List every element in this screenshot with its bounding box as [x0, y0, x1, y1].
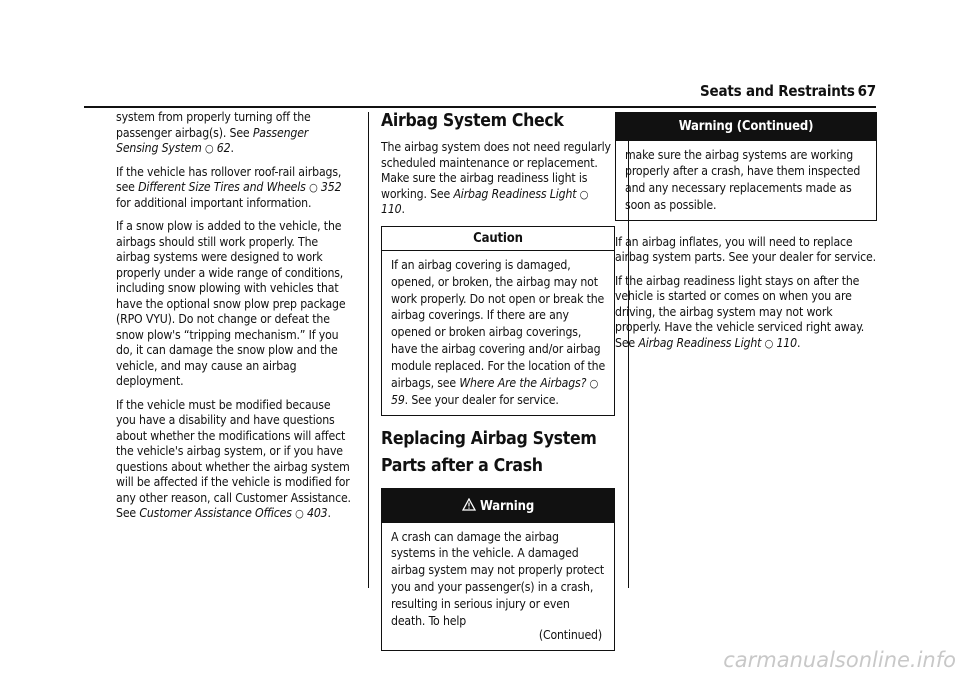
cross-reference-link[interactable]: Different Size Tires and Wheels: [138, 180, 306, 194]
continued-label: (Continued): [538, 628, 602, 643]
page-reference: 110: [381, 202, 402, 216]
caution-body: If an airbag covering is damaged, opened, or broken, the airbag may not work properly. Do not open or break the airbag coverings. If there are any opened or broken airbag coverings, have the airbag covering and/or airbag module replaced. For the location of the airbags, see Where Are the Airbags? ○ 59. See your dealer for service.: [391, 258, 606, 408]
page-reference: 62: [216, 141, 231, 155]
paragraph: If the vehicle has rollover roof-rail airbags, see Different Size Tires and Wheels ○ 352 for additional important information.: [116, 164, 342, 210]
page-reference-icon: ○: [589, 376, 599, 390]
warning-box: [381, 488, 615, 651]
paragraph: If an airbag inflates, you will need to replace airbag system parts. See your dealer for service.: [615, 234, 876, 265]
cross-reference-link[interactable]: Customer Assistance Offices: [139, 506, 292, 520]
page-number: 67: [857, 82, 876, 100]
cross-reference-link[interactable]: Airbag Readiness Light: [453, 186, 577, 201]
page-reference-icon: ○: [204, 142, 214, 155]
column-divider-left: [368, 112, 369, 588]
page-reference: 59: [391, 393, 405, 408]
caution-box: [381, 226, 615, 417]
warning-triangle-icon: [462, 498, 476, 511]
column-1: [116, 110, 352, 530]
warning-title: Warning: [382, 489, 614, 523]
paragraph: If the airbag readiness light stays on after the vehicle is started or comes on when you are driving, the airbag system may not work properly. Have the vehicle serviced right away. See Airbag Readiness Light ○ 110.: [615, 273, 865, 350]
page-reference-icon: ○: [309, 181, 318, 194]
section-heading: Replacing Airbag System Parts after a Crash: [381, 429, 597, 477]
page-reference-icon: ○: [579, 187, 589, 201]
watermark: carmanualsonline.info: [723, 648, 956, 672]
header-rule: [84, 106, 876, 108]
page-reference-icon: ○: [764, 336, 774, 350]
section-title: Seats and Restraints: [700, 82, 855, 100]
cross-reference-link[interactable]: Airbag Readiness Light: [638, 335, 762, 350]
page-reference: 110: [776, 335, 797, 350]
page-reference-icon: ○: [295, 507, 304, 520]
column-2: [381, 110, 615, 659]
paragraph: If the vehicle must be modified because you have a disability and have questions about whether the modifications will affect the vehicle's airbag system, or if you have questions about whether the airbag system will be affected if the vehicle is modified for any other reason, call Customer Assistance. See Customer Assistance Offices ○ 403.: [116, 397, 351, 520]
warning-continued-title: Warning (Continued): [616, 113, 876, 141]
paragraph: The airbag system does not need regularly scheduled maintenance or replacement. Make sure the airbag readiness light is working. See Airbag Readiness Light ○ 110.: [381, 140, 611, 216]
caution-title: Caution: [382, 227, 614, 252]
warning-body: A crash can damage the airbag systems in the vehicle. A damaged airbag system may not properly protect you and your passenger(s) in a crash, resulting in serious injury or even death. To help (Continued): [391, 529, 605, 643]
page-reference: 403: [307, 506, 328, 520]
page-reference: 352: [320, 180, 342, 194]
warning-continued-box: [615, 112, 877, 221]
warning-continued-body: make sure the airbag systems are working properly after a crash, have them inspected and any necessary replacements made as soon as possible.: [625, 147, 861, 212]
column-3: [615, 110, 877, 359]
paragraph: If a snow plow is added to the vehicle, the airbags should still work properly. The airbag systems were designed to work properly under a wide range of conditions, including snow plowing with vehicles that have the optional snow plow prep package (RPO VYU). Do not change or defeat the snow plow's “tripping mechanism.” If you do, it can damage the snow plow and the vehicle, and may cause an airbag deployment.: [116, 219, 346, 388]
cross-reference-link[interactable]: Passenger Sensing System: [116, 125, 309, 155]
paragraph: system from properly turning off the passenger airbag(s). See Passenger Sensing System ○ 62.: [116, 110, 311, 155]
cross-reference-link[interactable]: Where Are the Airbags?: [459, 375, 587, 390]
section-heading: Airbag System Check: [381, 111, 564, 131]
